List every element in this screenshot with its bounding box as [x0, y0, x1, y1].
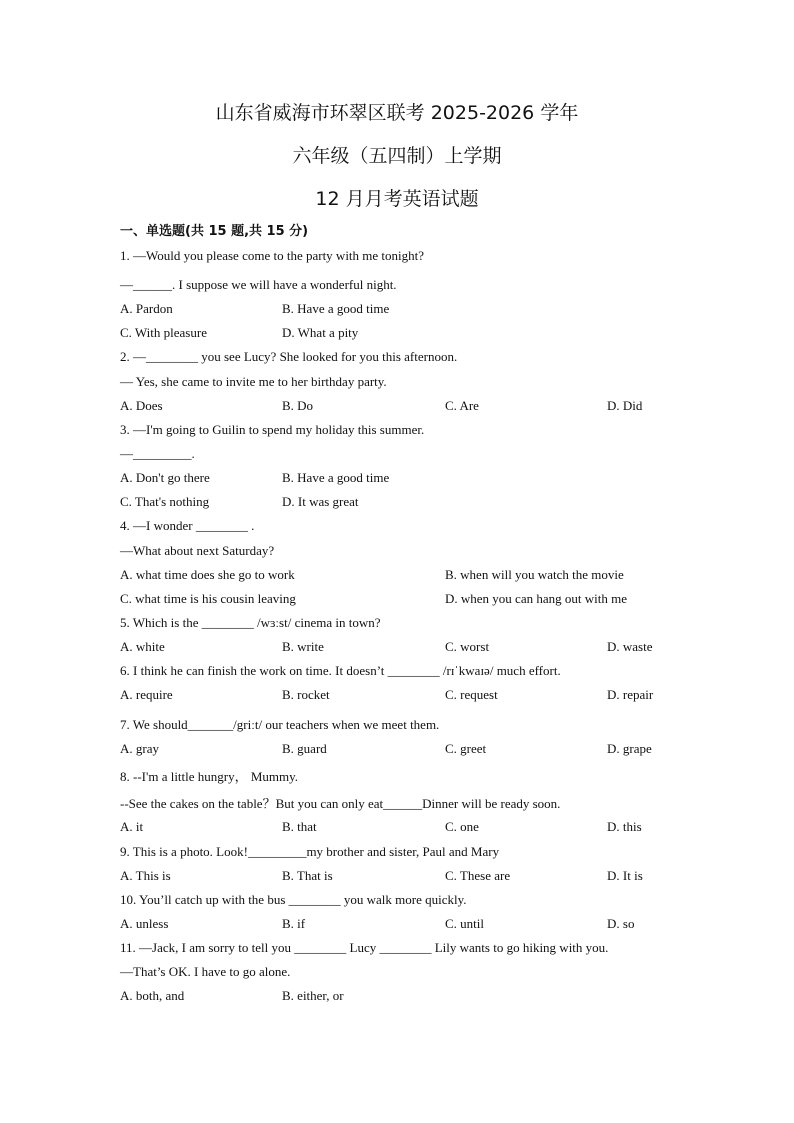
option-a[interactable]: A. both, and — [120, 988, 185, 1003]
option-c[interactable]: C. Are — [445, 398, 479, 413]
question-stem: 4. —I wonder ________ . — [120, 518, 255, 533]
question-stem: 1. —Would you please come to the party with me tonight? — [120, 248, 425, 263]
option-b[interactable]: B. guard — [282, 741, 327, 756]
option-b[interactable]: B. when will you watch the movie — [445, 567, 624, 582]
exam-title-line1: 山东省威海市环翠区联考 2025-2026 学年 — [215, 102, 579, 124]
section-heading: 一、单选题(共 15 题,共 15 分) — [120, 224, 309, 239]
question-stem: 8. --I'm a little hungry， Mummy. — [120, 769, 299, 784]
option-c[interactable]: C. what time is his cousin leaving — [120, 591, 296, 606]
option-d[interactable]: D. so — [607, 916, 635, 931]
question-stem: 10. You’ll catch up with the bus ________ you walk more quickly. — [120, 892, 467, 907]
option-c[interactable]: C. request — [445, 687, 498, 702]
exam-title-line2: 六年级（五四制）上学期 — [292, 145, 502, 167]
option-c[interactable]: C. one — [445, 819, 479, 834]
question-response: —_________. — [120, 446, 195, 461]
option-b[interactable]: B. write — [282, 639, 324, 654]
option-c[interactable]: C. That's nothing — [120, 494, 210, 509]
option-b[interactable]: B. Have a good time — [282, 301, 390, 316]
option-a[interactable]: A. it — [120, 819, 144, 834]
option-a[interactable]: A. require — [120, 687, 173, 702]
option-a[interactable]: A. white — [120, 639, 165, 654]
option-b[interactable]: B. Do — [282, 398, 314, 413]
question-stem: 6. I think he can finish the work on time. It doesn’t ________ /rɪˈkwaɪə/ much effort. — [120, 663, 561, 678]
option-d[interactable]: D. when you can hang out with me — [445, 591, 627, 606]
option-d[interactable]: D. grape — [607, 741, 652, 756]
option-b[interactable]: B. That is — [282, 868, 333, 883]
option-d[interactable]: D. repair — [607, 687, 654, 702]
option-b[interactable]: B. rocket — [282, 687, 330, 702]
option-c[interactable]: C. These are — [445, 868, 511, 883]
option-d[interactable]: D. Did — [607, 398, 643, 413]
question-response: --See the cakes on the table？But you can only eat______Dinner will be ready soon. — [120, 796, 561, 811]
option-b[interactable]: B. Have a good time — [282, 470, 390, 485]
question-stem: 2. —________ you see Lucy? She looked for you this afternoon. — [120, 349, 458, 364]
option-a[interactable]: A. gray — [120, 741, 159, 756]
question-response: —That’s OK. I have to go alone. — [120, 964, 291, 979]
question-response: — Yes, she came to invite me to her birthday party. — [120, 374, 387, 389]
question-response: —______. I suppose we will have a wonderful night. — [120, 277, 397, 292]
option-c[interactable]: C. greet — [445, 741, 487, 756]
option-b[interactable]: B. either, or — [282, 988, 344, 1003]
option-c[interactable]: C. With pleasure — [120, 325, 207, 340]
question-stem: 7. We should_______/griːt/ our teachers when we meet them. — [120, 717, 440, 732]
option-b[interactable]: B. that — [282, 819, 317, 834]
option-a[interactable]: A. Pardon — [120, 301, 173, 316]
option-c[interactable]: C. worst — [445, 639, 490, 654]
question-stem: 3. —I'm going to Guilin to spend my holiday this summer. — [120, 422, 425, 437]
question-stem: 11. —Jack, I am sorry to tell you ________ Lucy ________ Lily wants to go hiking with you. — [120, 940, 609, 955]
option-b[interactable]: B. if — [282, 916, 306, 931]
option-d[interactable]: D. waste — [607, 639, 653, 654]
option-a[interactable]: A. Don't go there — [120, 470, 210, 485]
option-a[interactable]: A. unless — [120, 916, 169, 931]
option-a[interactable]: A. what time does she go to work — [120, 567, 295, 582]
option-d[interactable]: D. It was great — [282, 494, 359, 509]
exam-title-line3: 12 月月考英语试题 — [315, 188, 479, 210]
option-a[interactable]: A. Does — [120, 398, 163, 413]
question-stem: 5. Which is the ________ /wɜːst/ cinema in town? — [120, 615, 381, 630]
question-response: —What about next Saturday? — [120, 543, 275, 558]
option-d[interactable]: D. this — [607, 819, 642, 834]
option-d[interactable]: D. It is — [607, 868, 643, 883]
option-c[interactable]: C. until — [445, 916, 485, 931]
question-stem: 9. This is a photo. Look!_________my brother and sister, Paul and Mary — [120, 844, 500, 859]
option-d[interactable]: D. What a pity — [282, 325, 359, 340]
option-a[interactable]: A. This is — [120, 868, 171, 883]
